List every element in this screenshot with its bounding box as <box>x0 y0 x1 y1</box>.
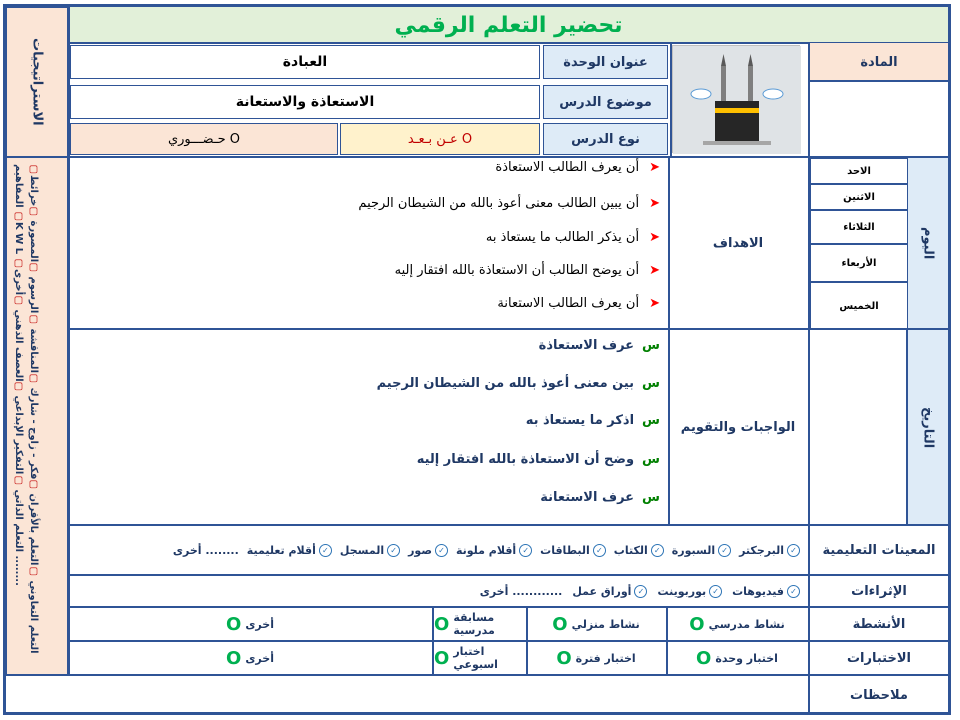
day-header <box>908 158 948 328</box>
checkbox-option[interactable] <box>340 544 400 557</box>
objective-item <box>395 263 660 278</box>
checkbox-option[interactable] <box>540 544 606 557</box>
aids-options <box>70 536 806 564</box>
strategies-header <box>6 7 68 157</box>
homework-text: بين معنى أعوذ بالله من الشيطان الرجيم <box>376 376 635 391</box>
radio-circle-icon[interactable]: O <box>556 647 572 669</box>
question-marker: س <box>642 452 660 467</box>
objective-text: أن يبين الطالب معنى أعوذ بالله من الشيطان الرجيم <box>358 196 640 211</box>
checkbox-option[interactable] <box>247 544 332 557</box>
activities-option[interactable] <box>668 610 806 638</box>
homework-text: وضح أن الاستعاذة بالله افتقار إليه <box>416 452 635 467</box>
radio-circle-icon[interactable]: O <box>434 613 450 635</box>
day-monday[interactable]: الاثنين <box>810 184 908 210</box>
tests-option[interactable] <box>434 644 524 672</box>
arrow-bullet-icon: ➤ <box>649 296 660 311</box>
enrichment-other[interactable]: أخرى ............ <box>479 584 563 598</box>
topic-label: موضوع الدرس <box>543 85 668 119</box>
objective-text: أن يعرف الطالب الاستعانة <box>497 296 640 311</box>
option-label: البطاقات <box>540 543 590 557</box>
option-label: مسابقة مدرسية <box>453 611 495 637</box>
option-label: صور <box>408 543 432 557</box>
question-marker: س <box>642 376 660 391</box>
tests-option[interactable] <box>528 644 664 672</box>
notes-field[interactable] <box>9 676 806 713</box>
date-header <box>908 330 948 525</box>
check-circle-icon[interactable]: ✓ <box>387 544 400 557</box>
homework-text: عرف الاستعاذة <box>538 338 635 353</box>
aids-other[interactable]: أخرى ........ <box>172 543 239 557</box>
option-label: البرجكتر <box>739 543 784 557</box>
checkbox-option[interactable] <box>732 585 800 598</box>
radio-circle-icon[interactable]: O <box>696 647 712 669</box>
question-marker: س <box>642 338 660 353</box>
question-marker: س <box>642 413 660 428</box>
check-circle-icon[interactable]: ✓ <box>519 544 532 557</box>
option-label: اختبار اسبوعي <box>453 645 498 671</box>
kaaba-image <box>672 45 800 153</box>
checkbox-option[interactable] <box>456 544 532 557</box>
homework-item <box>540 490 660 505</box>
option-label: السبورة <box>671 543 716 557</box>
check-circle-icon[interactable]: ✓ <box>718 544 731 557</box>
radio-circle-icon[interactable]: O <box>689 613 705 635</box>
strategy-item[interactable]: ▢العصف الذهني <box>13 305 24 393</box>
check-circle-icon[interactable]: ✓ <box>634 585 647 598</box>
check-circle-icon[interactable]: ✓ <box>593 544 606 557</box>
homework-item <box>526 413 660 428</box>
homework-label: الواجبات والتقويم <box>680 420 796 435</box>
check-circle-icon[interactable]: ✓ <box>787 544 800 557</box>
check-circle-icon[interactable]: ✓ <box>651 544 664 557</box>
check-circle-icon[interactable]: ✓ <box>787 585 800 598</box>
subject-label: المادة <box>810 43 948 81</box>
homework-text: عرف الاستعانة <box>540 490 635 505</box>
unit-label: عنوان الوحدة <box>543 45 668 79</box>
strategy-item[interactable]: ▢التفكير الإبداعي <box>13 392 24 486</box>
objective-text: أن يذكر الطالب ما يستعاذ به <box>485 230 640 245</box>
type-label: نوع الدرس <box>543 123 668 155</box>
strategy-item[interactable]: ▢الرسوم <box>28 273 39 325</box>
tests-option[interactable] <box>668 644 806 672</box>
strategy-item[interactable]: ▢التعلم بالأقران <box>28 490 39 577</box>
unit-value[interactable]: العبادة <box>70 45 540 79</box>
enrichment-options <box>70 578 806 604</box>
objective-text: أن يعرف الطالب الاستعاذة <box>495 160 640 175</box>
radio-circle-icon[interactable]: O <box>552 613 568 635</box>
option-label: اختبار فترة <box>575 651 636 665</box>
strategy-item[interactable]: ▢المناقشة <box>28 324 39 384</box>
option-label: المسجل <box>339 543 385 557</box>
radio-circle-icon[interactable]: O <box>226 613 242 635</box>
strategy-item[interactable]: ▢خرائط المفاهيم <box>13 164 39 218</box>
homework-item <box>417 452 660 467</box>
day-label: اليوم <box>920 226 936 260</box>
objective-item <box>358 196 660 211</box>
strategy-item[interactable]: ▢K W L <box>13 211 24 258</box>
homework-item <box>377 376 660 391</box>
option-label: أخرى <box>245 651 274 665</box>
day-tuesday[interactable]: الثلاثاء <box>810 210 908 244</box>
arrow-bullet-icon: ➤ <box>649 263 660 278</box>
arrow-bullet-icon: ➤ <box>649 230 660 245</box>
aids-label: المعينات التعليمية <box>822 542 936 558</box>
activities-option[interactable] <box>70 610 430 638</box>
checkbox-option[interactable] <box>672 544 731 557</box>
option-label: أقلام تعليمية <box>246 543 316 557</box>
strategy-item[interactable]: ▢التعلم الذاتي <box>13 257 24 552</box>
check-circle-icon[interactable]: ✓ <box>319 544 332 557</box>
check-circle-icon[interactable]: ✓ <box>435 544 448 557</box>
strategies-text <box>11 164 41 664</box>
arrow-bullet-icon: ➤ <box>649 196 660 211</box>
checkbox-option[interactable] <box>408 544 448 557</box>
radio-circle-icon[interactable]: O <box>434 647 450 669</box>
objective-text: أن يوضح الطالب أن الاستعاذة بالله افتقار إليه <box>394 263 640 278</box>
homework-item <box>539 338 660 353</box>
option-label: أخرى <box>245 617 274 631</box>
objective-item <box>486 230 660 245</box>
checkbox-option[interactable] <box>572 585 647 598</box>
arrow-bullet-icon: ➤ <box>649 160 660 175</box>
check-circle-icon[interactable]: ✓ <box>709 585 722 598</box>
checkbox-option[interactable] <box>614 544 664 557</box>
option-label: أوراق عمل <box>572 584 632 598</box>
objectives-label: الاهداف <box>712 235 764 251</box>
remote-option[interactable]: عـن بـعـد O <box>340 123 540 155</box>
presence-option[interactable]: حـضـــوري O <box>70 123 338 155</box>
notes-label: ملاحظات <box>850 687 908 703</box>
tests-label: الاختبارات <box>846 650 911 666</box>
objective-item <box>497 296 660 311</box>
day-sunday[interactable]: الاحد <box>810 158 908 184</box>
question-marker: س <box>642 490 660 505</box>
day-wednesday[interactable]: الأربعاء <box>810 244 908 282</box>
option-label: الكتاب <box>613 543 648 557</box>
homework-text: اذكر ما يستعاذ به <box>525 413 635 428</box>
page-title: تحضير التعلم الرقمي <box>69 7 948 43</box>
strategy-item[interactable]: ▢أخرى ........ <box>13 268 24 586</box>
strategies-list <box>6 157 68 675</box>
activities-label: الأنشطة <box>852 616 906 632</box>
enrichment-label: الإثراءات <box>851 583 907 599</box>
radio-circle-icon[interactable]: O <box>226 647 242 669</box>
date-label: التاريخ <box>920 406 936 449</box>
option-label: نشاط مدرسي <box>708 617 785 631</box>
option-label: بوربوينت <box>657 584 707 598</box>
activities-option[interactable] <box>528 610 664 638</box>
day-thursday[interactable]: الخميس <box>810 282 908 330</box>
strategy-item[interactable]: ▢التعلم التعاوني <box>28 164 39 654</box>
checkbox-option[interactable] <box>739 544 800 557</box>
activities-option[interactable] <box>434 610 524 638</box>
option-label: نشاط منزلي <box>571 617 640 631</box>
checkbox-option[interactable] <box>657 585 722 598</box>
objective-item <box>495 160 660 175</box>
option-label: اختبار وحدة <box>715 651 778 665</box>
option-label: أقلام ملونة <box>455 543 517 557</box>
topic-value[interactable]: الاستعاذة والاستعانة <box>70 85 540 119</box>
option-label: فيديوهات <box>732 584 784 598</box>
tests-option[interactable] <box>70 644 430 672</box>
strategies-label: الاستراتيجيات <box>29 38 45 126</box>
strategy-item[interactable]: ▢المصورة <box>28 217 39 274</box>
strategy-item[interactable]: ▢فكر - زاوج - شارك <box>28 383 39 491</box>
